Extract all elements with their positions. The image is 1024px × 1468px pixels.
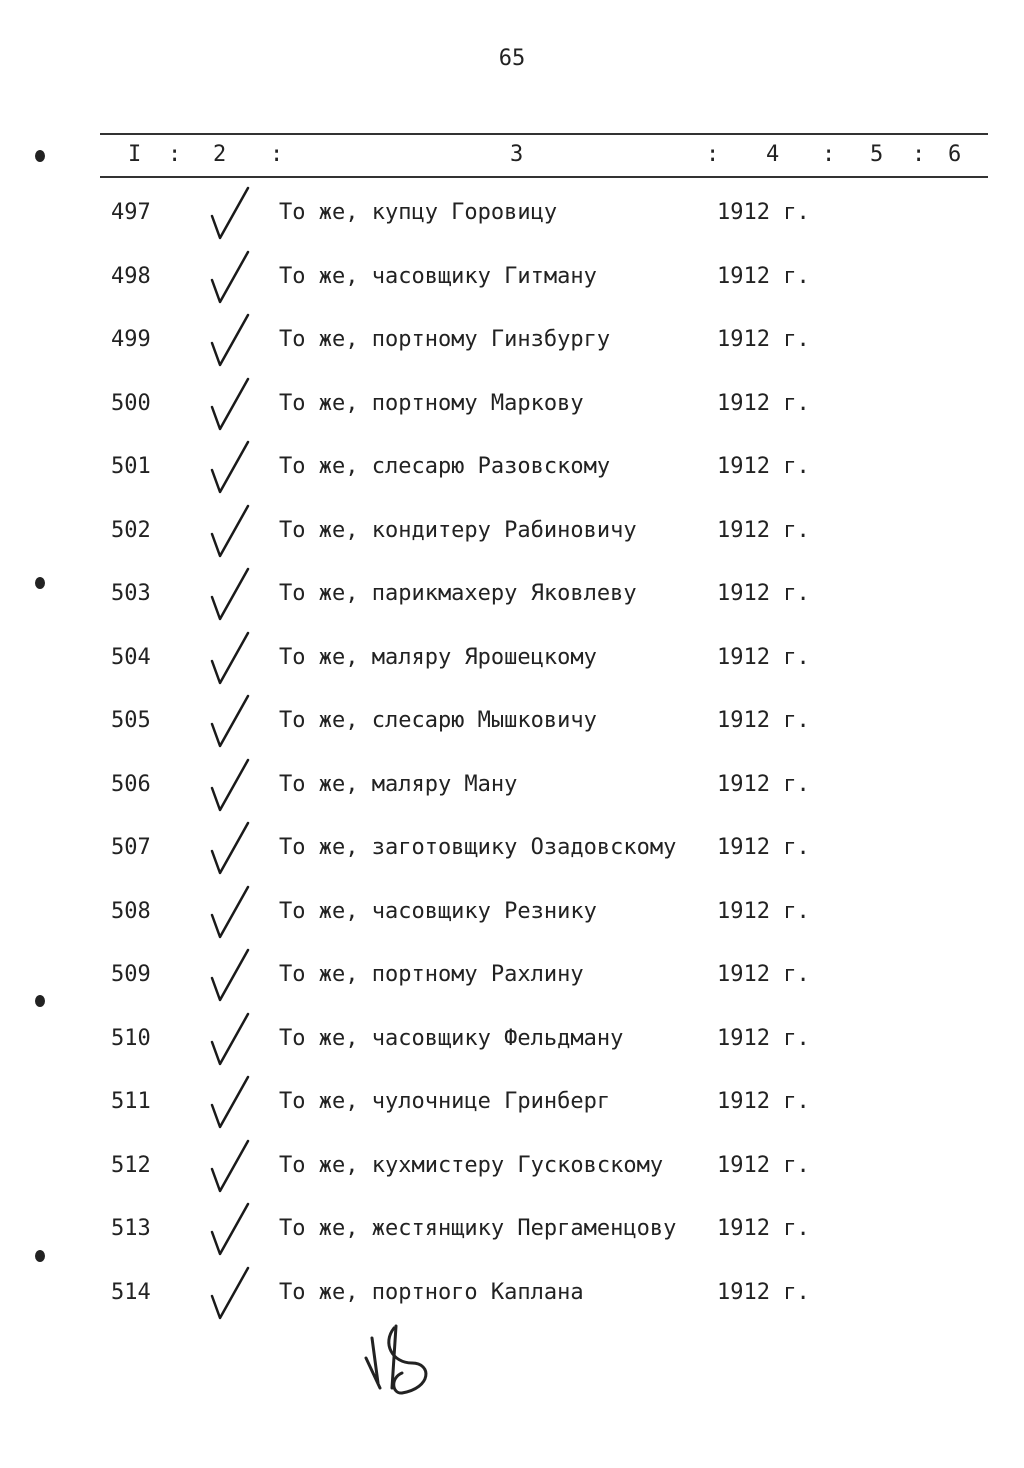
row-description: То же, купцу Горовицу — [279, 200, 558, 225]
row-year: 1912 г. — [717, 263, 810, 289]
margin-dot — [35, 1250, 45, 1262]
table-row — [0, 1085, 1024, 1149]
handwritten-signature-mark — [362, 1318, 442, 1398]
checkmark-icon — [198, 1012, 258, 1072]
col-separator: : — [912, 142, 926, 167]
col-6-header: 6 — [948, 142, 962, 167]
row-description: То же, портному Маркову — [279, 390, 584, 416]
checkmark-icon — [198, 694, 258, 754]
row-description: То же, портному Гинзбургу — [279, 327, 611, 352]
row-number: 497 — [111, 200, 151, 225]
row-year: 1912 г. — [717, 327, 810, 352]
row-year: 1912 г. — [717, 390, 810, 416]
row-year: 1912 г. — [717, 771, 810, 797]
checkmark-icon — [198, 758, 258, 818]
row-year: 1912 г. — [717, 1089, 810, 1114]
checkmark-icon — [198, 250, 258, 310]
row-description: То же, портному Рахлину — [279, 962, 584, 987]
table-row — [0, 196, 1024, 260]
table-row — [0, 1212, 1024, 1276]
row-description: То же, маляру Ману — [279, 771, 518, 797]
table-row — [0, 1022, 1024, 1086]
row-number: 512 — [111, 1152, 151, 1178]
table-row — [0, 1149, 1024, 1213]
row-year: 1912 г. — [717, 517, 810, 543]
row-description: То же, маляру Ярошецкому — [279, 644, 597, 670]
col-3-header: 3 — [510, 142, 524, 167]
row-number: 503 — [111, 581, 151, 606]
col-5-header: 5 — [870, 142, 884, 167]
page-number: 65 — [498, 46, 526, 71]
row-number: 513 — [111, 1216, 151, 1241]
row-year: 1912 г. — [717, 581, 810, 606]
row-number: 499 — [111, 327, 151, 352]
row-number: 500 — [111, 390, 151, 416]
checkmark-icon — [198, 948, 258, 1008]
margin-dot — [35, 995, 45, 1007]
row-number: 511 — [111, 1089, 151, 1114]
row-number: 507 — [111, 835, 151, 860]
table-row — [0, 323, 1024, 387]
row-number: 504 — [111, 644, 151, 670]
checkmark-icon — [198, 821, 258, 881]
checkmark-icon — [198, 885, 258, 945]
row-year: 1912 г. — [717, 200, 810, 225]
table-row — [0, 260, 1024, 324]
col-separator: : — [270, 142, 284, 167]
margin-dot — [35, 577, 45, 589]
row-number: 502 — [111, 517, 151, 543]
checkmark-icon — [198, 1202, 258, 1262]
table-row — [0, 641, 1024, 705]
row-year: 1912 г. — [717, 835, 810, 860]
row-number: 510 — [111, 1025, 151, 1051]
col-4-header: 4 — [766, 142, 780, 167]
row-description: То же, слесарю Мышковичу — [279, 708, 597, 733]
table-row — [0, 958, 1024, 1022]
checkmark-icon — [198, 186, 258, 246]
row-description: То же, кухмистеру Гусковскому — [279, 1152, 664, 1178]
col-1-header: I — [128, 142, 142, 167]
row-year: 1912 г. — [717, 1025, 810, 1051]
checkmark-icon — [198, 1139, 258, 1199]
row-description: То же, портного Каплана — [279, 1279, 584, 1305]
checkmark-icon — [198, 1266, 258, 1326]
row-description: То же, кондитеру Рабиновичу — [279, 517, 637, 543]
row-number: 508 — [111, 898, 151, 924]
checkmark-icon — [198, 631, 258, 691]
table-row — [0, 387, 1024, 451]
row-year: 1912 г. — [717, 1216, 810, 1241]
row-year: 1912 г. — [717, 454, 810, 479]
row-year: 1912 г. — [717, 898, 810, 924]
table-row — [0, 514, 1024, 578]
table-row — [0, 577, 1024, 641]
row-year: 1912 г. — [717, 1279, 810, 1305]
row-description: То же, чулочнице Гринберг — [279, 1089, 611, 1114]
checkmark-icon — [198, 567, 258, 627]
row-number: 514 — [111, 1279, 151, 1305]
table-body — [0, 196, 1024, 1339]
row-description: То же, заготовщику Озадовскому — [279, 835, 677, 860]
table-row — [0, 895, 1024, 959]
row-year: 1912 г. — [717, 962, 810, 987]
col-separator: : — [168, 142, 182, 167]
checkmark-icon — [198, 1075, 258, 1135]
header-top-rule — [100, 133, 988, 135]
row-year: 1912 г. — [717, 1152, 810, 1178]
row-year: 1912 г. — [717, 708, 810, 733]
row-number: 498 — [111, 263, 151, 289]
row-number: 501 — [111, 454, 151, 479]
checkmark-icon — [198, 504, 258, 564]
table-row — [0, 831, 1024, 895]
row-year: 1912 г. — [717, 644, 810, 670]
row-description: То же, жестянщику Пергаменцову — [279, 1216, 677, 1241]
row-description: То же, слесарю Разовскому — [279, 454, 611, 479]
row-description: То же, часовщику Гитману — [279, 263, 597, 289]
row-description: То же, часовщику Резнику — [279, 898, 597, 924]
col-2-header: 2 — [213, 142, 227, 167]
table-row — [0, 768, 1024, 832]
checkmark-icon — [198, 313, 258, 373]
margin-dot — [35, 150, 45, 162]
checkmark-icon — [198, 440, 258, 500]
table-row — [0, 450, 1024, 514]
table-row — [0, 1276, 1024, 1340]
header-bottom-rule — [100, 176, 988, 178]
row-description: То же, часовщику Фельдману — [279, 1025, 624, 1051]
table-header — [100, 142, 988, 172]
table-row — [0, 704, 1024, 768]
col-separator: : — [706, 142, 720, 167]
row-number: 506 — [111, 771, 151, 797]
checkmark-icon — [198, 377, 258, 437]
row-number: 505 — [111, 708, 151, 733]
row-number: 509 — [111, 962, 151, 987]
row-description: То же, парикмахеру Яковлеву — [279, 581, 637, 606]
col-separator: : — [822, 142, 836, 167]
